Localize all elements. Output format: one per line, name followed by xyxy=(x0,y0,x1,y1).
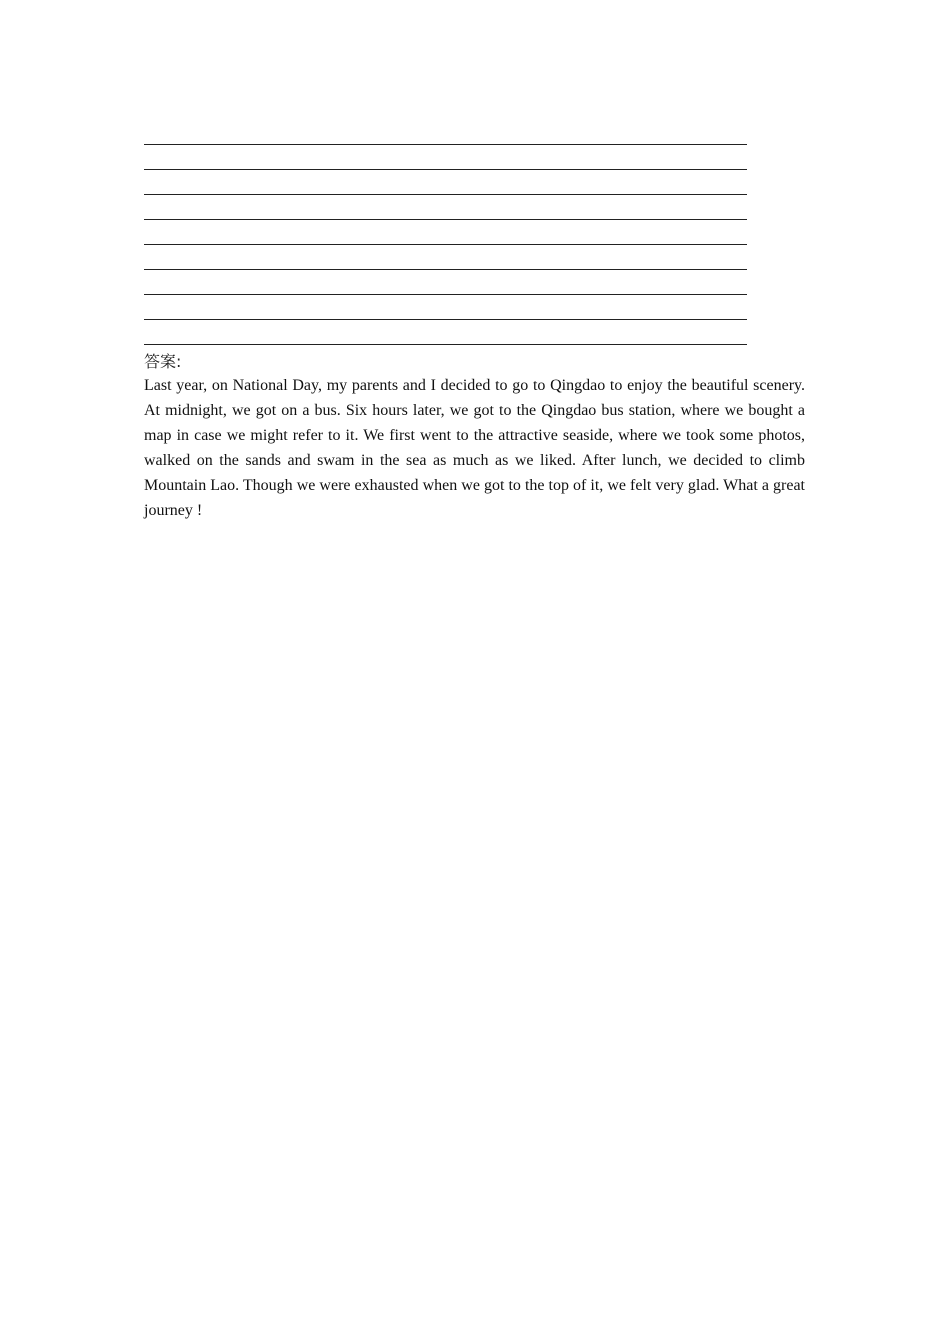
blank-writing-lines xyxy=(144,120,747,345)
writing-line xyxy=(144,145,747,170)
answer-label: 答案: xyxy=(144,352,182,371)
writing-line xyxy=(144,195,747,220)
writing-line xyxy=(144,220,747,245)
writing-line xyxy=(144,245,747,270)
writing-line xyxy=(144,170,747,195)
answer-paragraph: Last year, on National Day, my parents and I decided to go to Qingdao to enjoy the beautiful scenery. At midnight, we got on a bus. Six hours later, we got to the Qingdao bus station, where we bought a map in case we might refer to it. We first went to the attractive seaside, where we took some photos, walked on the sands and swam in the sea as much as we liked. After lunch, we decided to climb Mountain Lao. Though we were exhausted when we got to the top of it, we felt very glad. What a great journey ! xyxy=(144,377,805,519)
writing-line xyxy=(144,320,747,345)
writing-line xyxy=(144,270,747,295)
writing-line xyxy=(144,295,747,320)
writing-line xyxy=(144,120,747,145)
